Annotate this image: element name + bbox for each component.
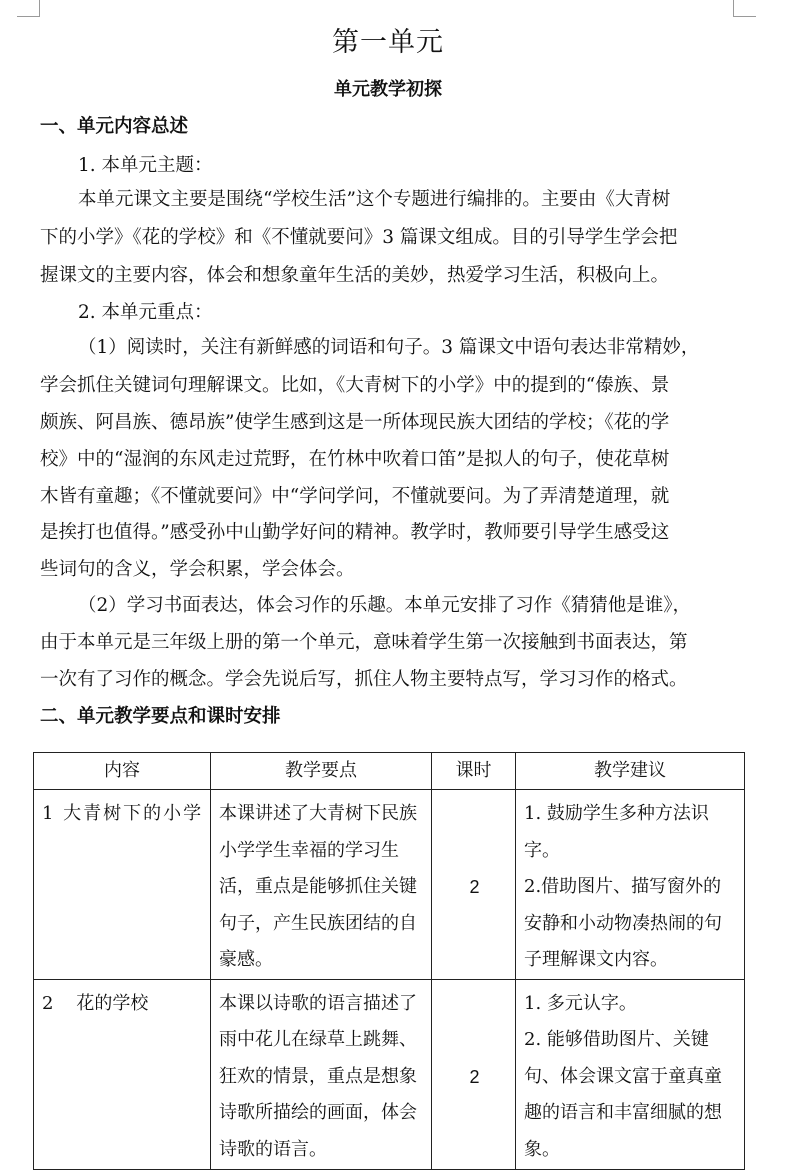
- cell-hours: 2: [432, 979, 516, 1169]
- section-heading-overview: 一、单元内容总述: [40, 116, 189, 137]
- paragraph-line: 学会抓住关键词句理解课文。比如，《大青树下的小学》中的提到的“傣族、景: [40, 375, 670, 396]
- cell-hours: 2: [432, 790, 516, 980]
- cell-content: [34, 979, 211, 1169]
- cell-suggestions: [516, 790, 745, 980]
- key-label: 2. 本单元重点：: [78, 302, 213, 323]
- table-row: [34, 790, 745, 980]
- paragraph-line: 木皆有童趣；《不懂就要问》中“学问学问，不懂就要问。为了弄清楚道理，就: [40, 486, 670, 507]
- paragraph-line: 握课文的主要内容，体会和想象童年生活的美妙，热爱学习生活，积极向上。: [40, 265, 670, 286]
- paragraph-line: 由于本单元是三年级上册的第一个单元，意味着学生第一次接触到书面表达，第: [40, 632, 688, 653]
- page-corner-mark-right: [733, 0, 756, 17]
- paragraph-line: 下的小学》《花的学校》和《不懂就要问》3 篇课文组成。目的引导学生学会把: [40, 227, 678, 248]
- cell-content: [34, 790, 211, 980]
- paragraph-line: 校》中的“湿润的东风走过荒野，在竹林中吹着口笛”是拟人的句子，使花草树: [40, 449, 670, 470]
- header-suggestions: 教学建议: [516, 753, 745, 790]
- paragraph-line: 些词句的含义，学会积累，学会体会。: [40, 559, 355, 580]
- page-title: 第一单元: [332, 27, 444, 58]
- suggestion-item: 1. 鼓励学生多种方法识字。: [524, 803, 709, 861]
- header-points: 教学要点: [211, 753, 432, 790]
- paragraph-line: 一次有了习作的概念。学会先说后写，抓住人物主要特点写，学习习作的格式。: [40, 669, 688, 690]
- lesson-title: 2 花的学校: [42, 992, 149, 1014]
- cell-suggestions: [516, 979, 745, 1169]
- page-subtitle: 单元教学初探: [334, 79, 442, 100]
- lesson-plan-table: [33, 752, 745, 1170]
- cell-points: 本课以诗歌的语言描述了雨中花儿在绿草上跳舞、狂欢的情景，重点是想象诗歌所描绘的画面，体会诗歌的语言。: [211, 979, 432, 1169]
- table-header-row: [34, 753, 745, 790]
- header-content: 内容: [34, 753, 211, 790]
- paragraph-line: 本单元课文主要是围绕“学校生活”这个专题进行编排的。主要由《大青树: [78, 189, 671, 210]
- paragraph-line: （2）学习书面表达，体会习作的乐趣。本单元安排了习作《猜猜他是谁》，: [78, 595, 692, 616]
- paragraph-line: 是挨打也值得。”感受孙中山勤学好问的精神。教学时，教师要引导学生感受这: [40, 522, 670, 543]
- section-heading-plan: 二、单元教学要点和课时安排: [40, 706, 281, 727]
- suggestion-item: 1. 多元认字。: [524, 992, 637, 1014]
- suggestion-item: 2. 能够借助图片、关键句、体会课文富于童真童趣的语言和丰富细腻的想象。: [524, 1029, 722, 1160]
- paragraph-line: 颇族、阿昌族、德昂族”使学生感到这是一所体现民族大团结的学校；《花的学: [40, 412, 670, 433]
- header-hours: 课时: [432, 753, 516, 790]
- lesson-title: 1 大青树下的小学: [42, 803, 204, 824]
- page-corner-mark-left: [17, 0, 40, 17]
- paragraph-line: （1）阅读时，关注有新鲜感的词语和句子。3 篇课文中语句表达非常精妙，: [78, 337, 700, 358]
- table-row: [34, 979, 745, 1169]
- theme-label: 1. 本单元主题：: [78, 155, 213, 176]
- cell-points: 本课讲述了大青树下民族小学学生幸福的学习生活，重点是能够抓住关键句子，产生民族团结的自豪感。: [211, 790, 432, 980]
- suggestion-item: 2.借助图片、描写窗外的安静和小动物凑热闹的句子理解课文内容。: [524, 876, 722, 970]
